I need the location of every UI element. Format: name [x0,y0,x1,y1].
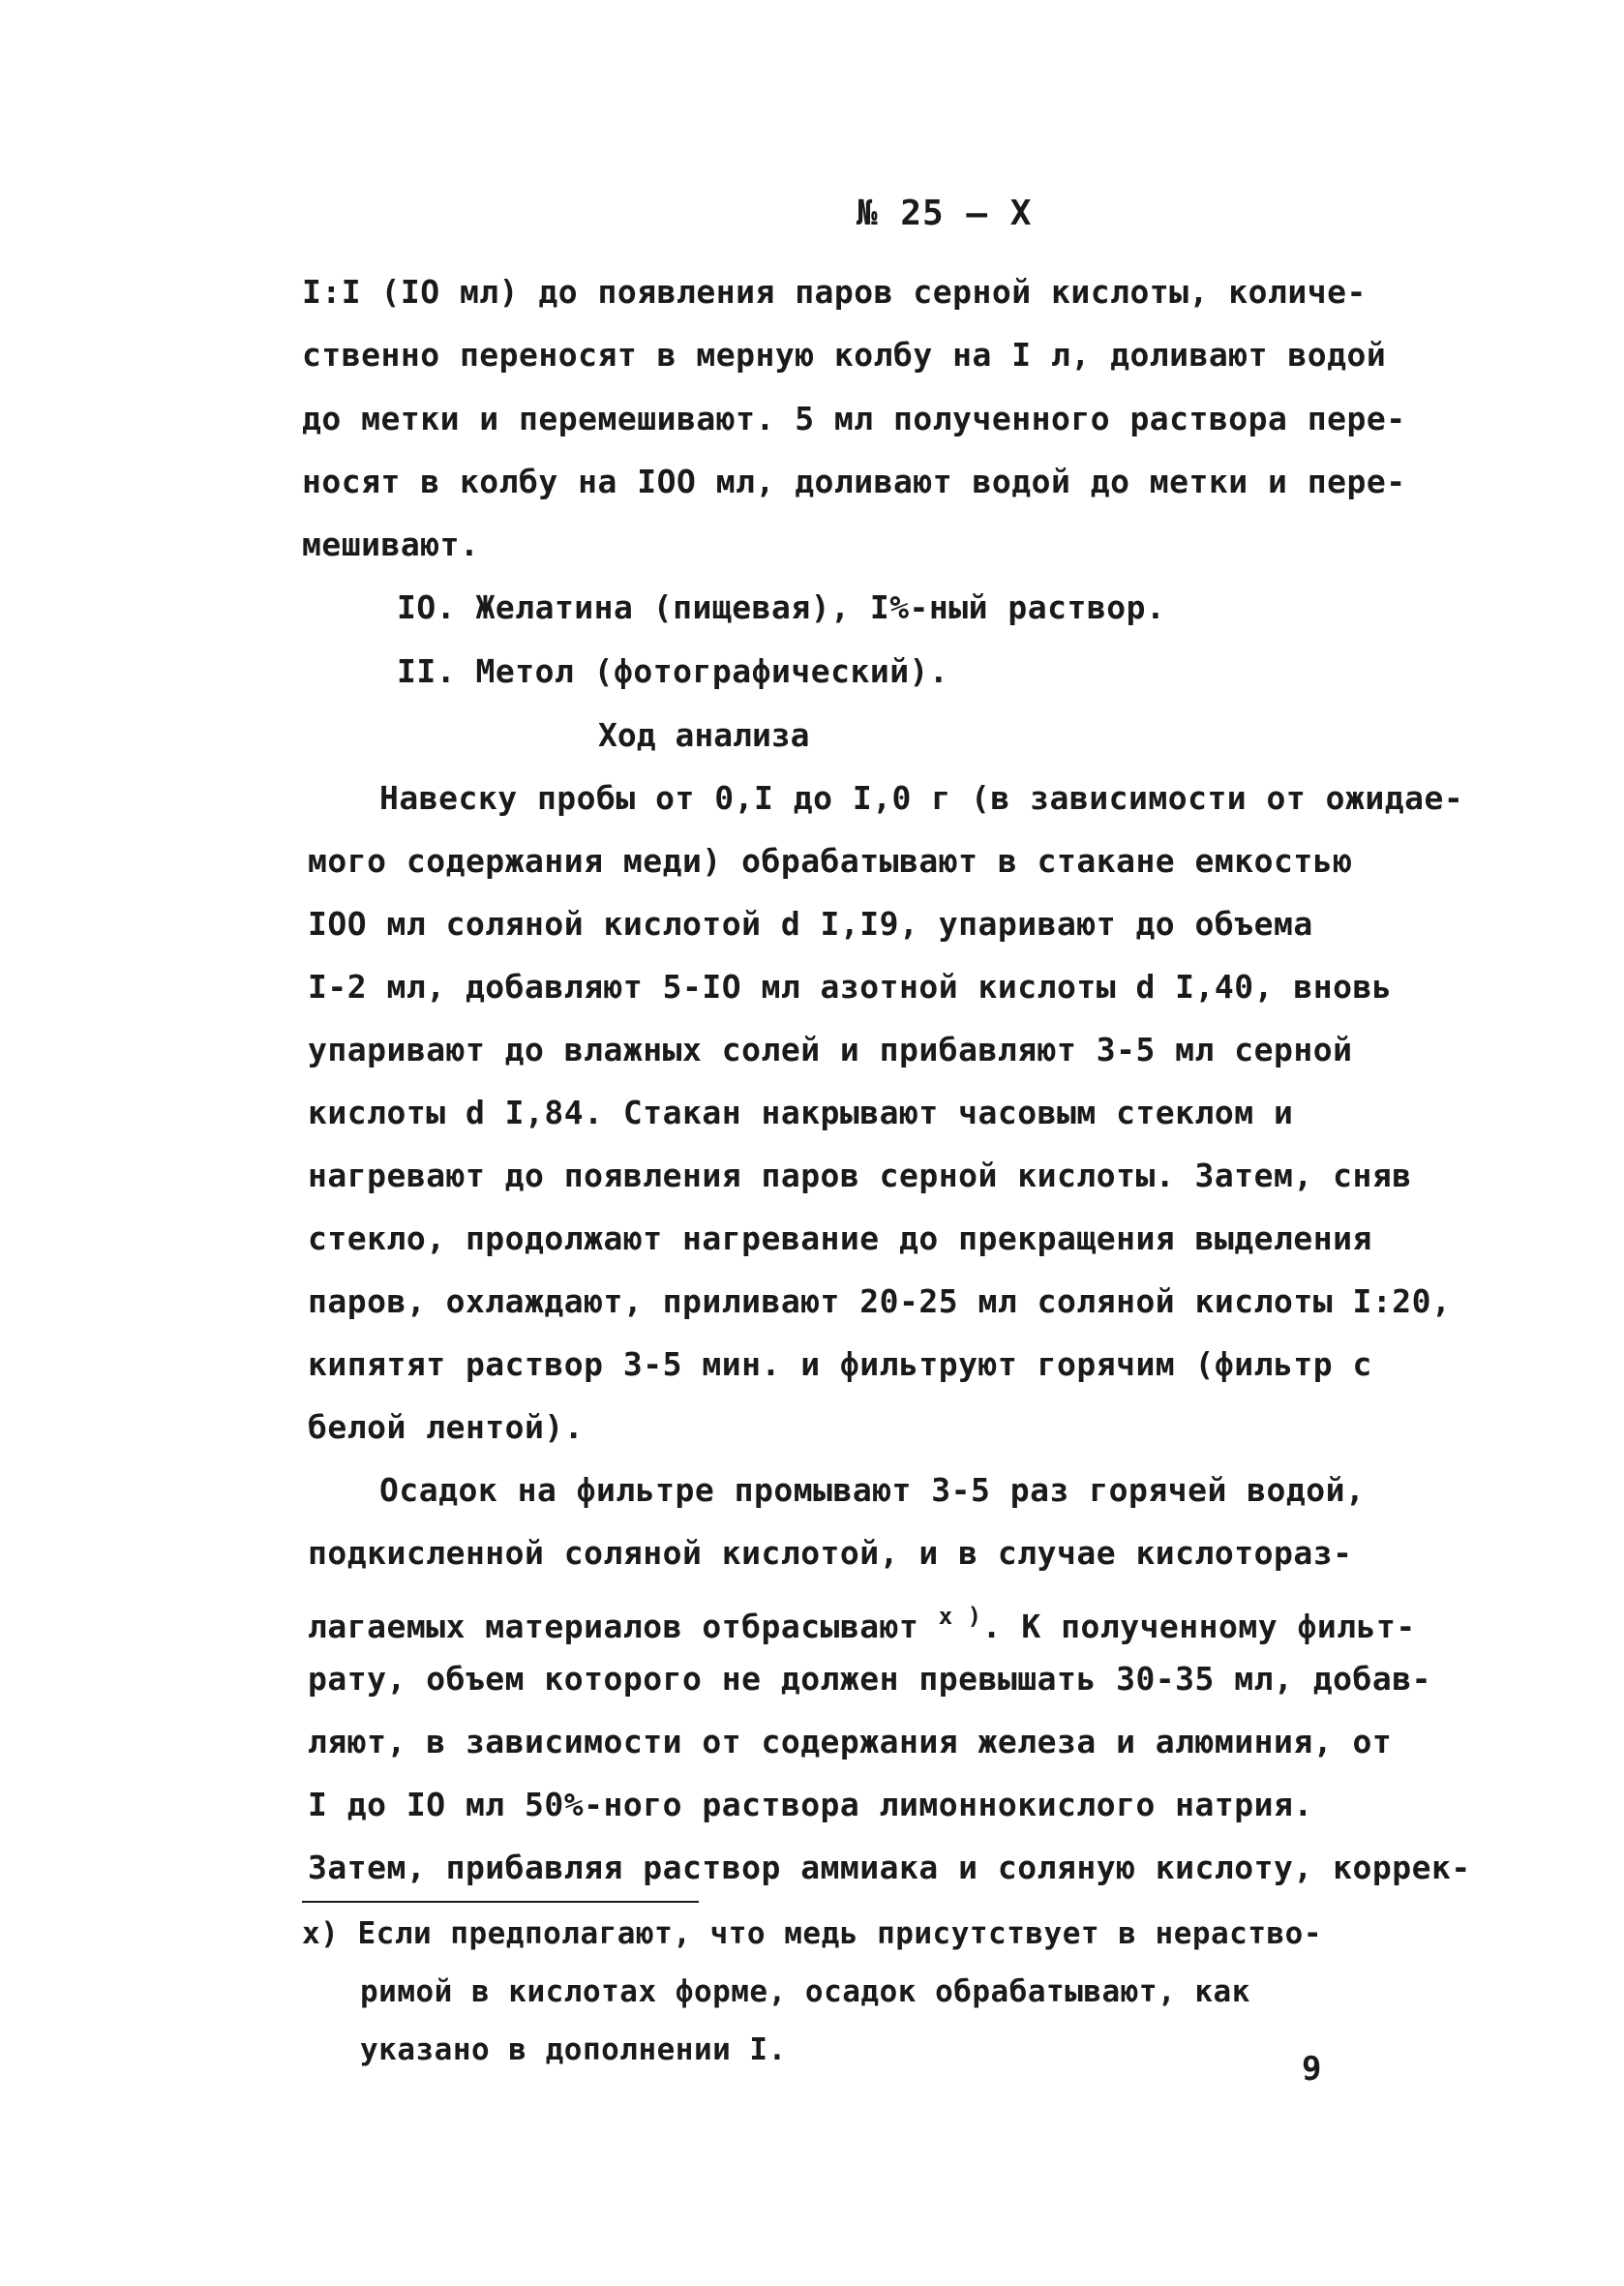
text-line: рату, объем которого не должен превышать 30-35 мл, добав- [308,1660,1431,1698]
text-line: белой лентой). [308,1408,585,1446]
text-line: мешивают. [302,526,480,563]
text-line: Осадок на фильтре промывают 3-5 раз горячей водой, [379,1471,1366,1509]
text-line: IOO мл соляной кислотой d I,I9, упаривают до объема [308,905,1313,943]
text-line: мого содержания меди) обрабатывают в стакане емкостью [308,842,1353,880]
text-line: упаривают до влажных солей и прибавляют 3-5 мл серной [308,1031,1353,1068]
text-line: кипятят раствор 3-5 мин. и фильтруют горячим (фильтр с [308,1345,1372,1383]
text-line: до метки и перемешивают. 5 мл полученного раствора пере- [302,400,1406,437]
reagent-item: IO. Желатина (пищевая), I%-ный раствор. [397,588,1166,626]
text-line: I-2 мл, добавляют 5-IO мл азотной кислоты d I,40, вновь [308,968,1393,1006]
text-line: носят в колбу на IOO мл, доливают водой до метки и пере- [302,463,1406,500]
text-line: нагревают до появления паров серной кислоты. Затем, сняв [308,1157,1412,1194]
text-line: стекло, продолжают нагревание до прекращения выделения [308,1219,1372,1257]
text-line: ляют, в зависимости от содержания железа и алюминия, от [308,1723,1393,1760]
footnote-mark: х ) [938,1603,982,1630]
reagent-item: II. Метол (фотографический). [397,652,949,690]
text-line: I:I (IO мл) до появления паров серной кислоты, количе- [302,273,1367,311]
document-number: № 25 – X [857,194,1033,233]
section-title: Ход анализа [598,716,810,754]
text-line: подкисленной соляной кислотой, и в случае кислотораз- [308,1534,1353,1572]
text-fragment: . К полученному фильт- [981,1608,1416,1645]
text-line: I до IO мл 50%-ного раствора лимоннокислого натрия. [308,1786,1313,1823]
footnote-line: римой в кислотах форме, осадок обрабатывают, как [360,1974,1250,2009]
footnote-divider [302,1901,699,1903]
text-line: Навеску пробы от 0,I до I,0 г (в зависимости от ожидае- [379,779,1464,817]
footnote-line: указано в дополнении I. [360,2032,787,2067]
text-line: Затем, прибавляя раствор аммиака и соляную кислоту, коррек- [308,1849,1471,1886]
footnote-line: х) Если предполагают, что медь присутствует в нераство- [302,1916,1322,1951]
page-number: 9 [1302,2050,1322,2089]
text-fragment: лагаемых материалов отбрасывают [308,1608,939,1645]
text-line: паров, охлаждают, приливают 20-25 мл соляной кислоты I:20, [308,1282,1452,1320]
text-line: ственно переносят в мерную колбу на I л, доливают водой [302,336,1387,374]
text-line: кислоты d I,84. Стакан накрывают часовым стеклом и [308,1094,1294,1131]
text-line [308,1597,1416,1646]
